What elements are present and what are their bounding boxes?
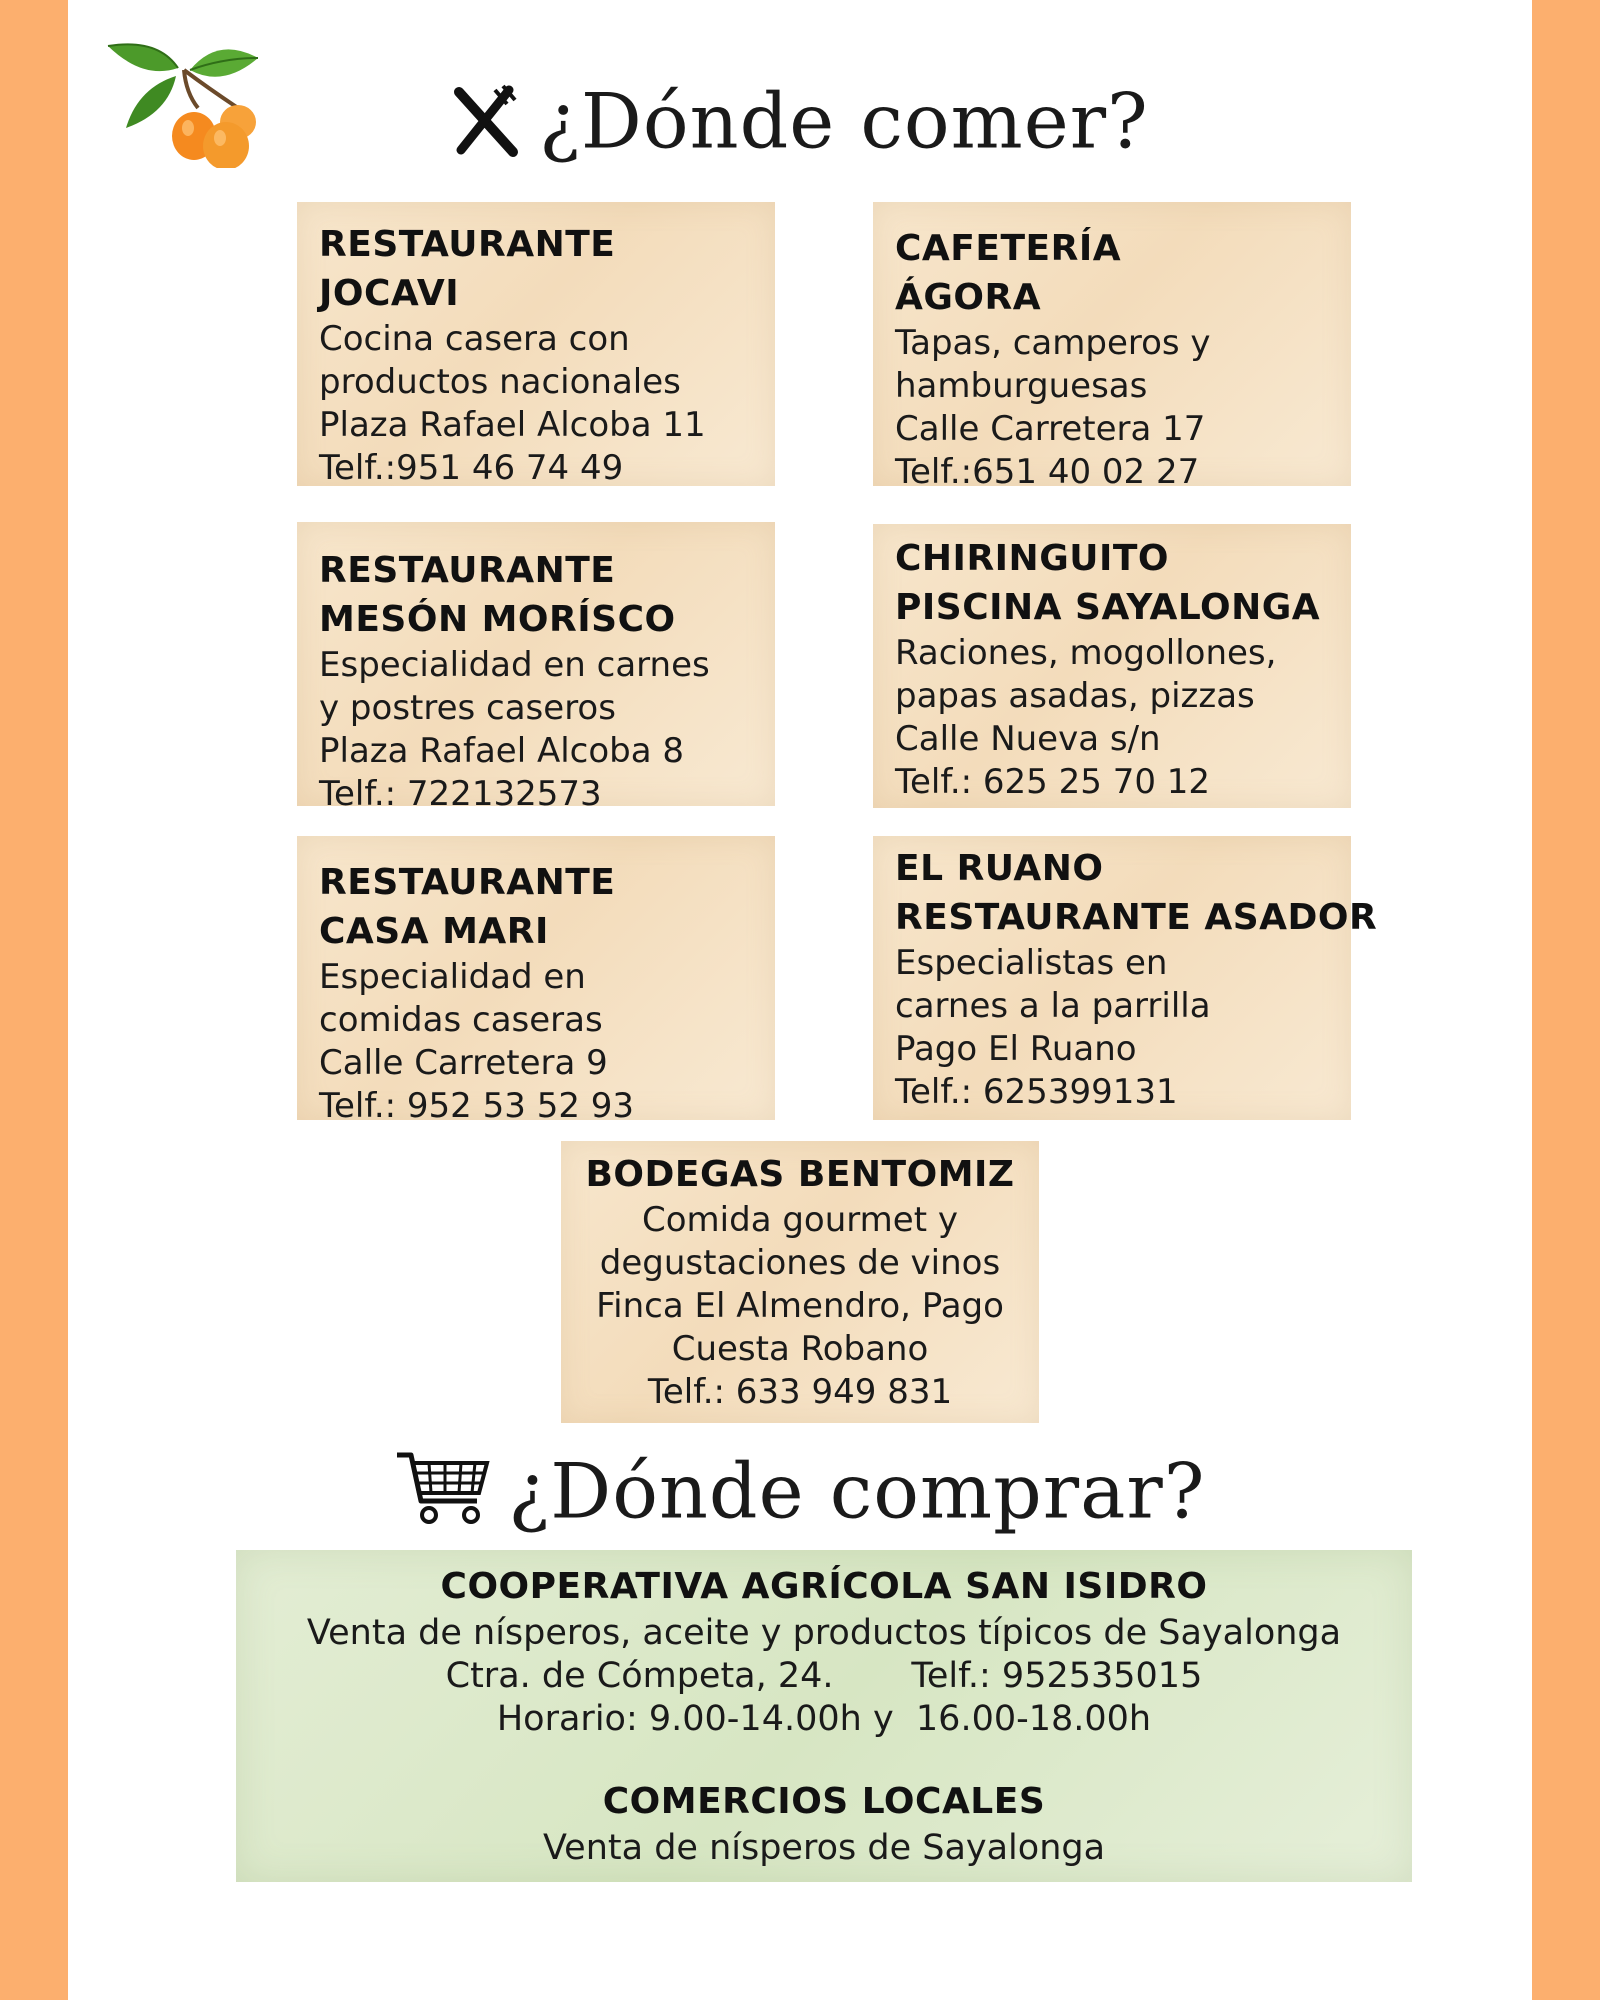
restaurant-description: Tapas, camperos y: [895, 323, 1211, 363]
restaurant-card-meson-morisco: [297, 522, 775, 806]
restaurant-phone: Telf.: 952 53 52 93: [319, 1086, 635, 1120]
restaurant-name: PISCINA SAYALONGA: [895, 587, 1321, 628]
restaurant-name: RESTAURANTE: [319, 550, 616, 591]
shopping-cart-icon: [395, 1449, 491, 1533]
restaurant-description: productos nacionales: [319, 362, 681, 402]
restaurant-address: Pago El Ruano: [895, 1029, 1137, 1069]
restaurant-name: JOCAVI: [319, 273, 460, 314]
shop-address-phone: Ctra. de Cómpeta, 24. Telf.: 952535015: [445, 1656, 1203, 1696]
restaurant-phone: Telf.:651 40 02 27: [895, 452, 1200, 486]
restaurant-name: ÁGORA: [895, 277, 1042, 318]
restaurant-description: Especialidad en: [319, 957, 586, 997]
restaurant-card-jocavi: [297, 202, 775, 486]
restaurant-name: BODEGAS BENTOMIZ: [585, 1154, 1015, 1195]
restaurant-address: Cuesta Robano: [671, 1329, 929, 1369]
restaurant-description: Comida gourmet y: [642, 1200, 958, 1240]
buy-heading: [68, 1440, 1532, 1536]
restaurant-address: Calle Nueva s/n: [895, 719, 1161, 759]
restaurant-phone: Telf.: 722132573: [319, 774, 602, 806]
restaurant-card-casa-mari: [297, 836, 775, 1120]
restaurant-address: Plaza Rafael Alcoba 8: [319, 731, 685, 771]
restaurant-name: CHIRINGUITO: [895, 538, 1170, 579]
restaurant-address: Plaza Rafael Alcoba 11: [319, 405, 706, 445]
restaurant-name: MESÓN MORÍSCO: [319, 599, 676, 640]
restaurant-phone: Telf.:951 46 74 49: [319, 448, 624, 486]
restaurant-address: Calle Carretera 9: [319, 1043, 608, 1083]
restaurant-phone: Telf.: 625 25 70 12: [895, 762, 1211, 802]
fork-knife-icon: [451, 84, 521, 158]
shop-name: COMERCIOS LOCALES: [602, 1781, 1046, 1822]
restaurant-card-agora: [873, 202, 1351, 486]
buy-heading-text: ¿Dónde comprar?: [508, 1446, 1206, 1536]
restaurant-description: Especialidad en carnes: [319, 645, 710, 685]
restaurant-description: hamburguesas: [895, 366, 1148, 406]
restaurant-phone: Telf.: 625399131: [895, 1072, 1178, 1112]
restaurant-description: y postres caseros: [319, 688, 616, 728]
shop-hours: Horario: 9.00-14.00h y 16.00-18.00h: [496, 1699, 1152, 1739]
poster: [68, 0, 1532, 2000]
restaurant-name: EL RUANO: [895, 848, 1104, 889]
restaurant-card-chiringuito: [873, 524, 1351, 808]
eat-heading: [68, 70, 1532, 166]
restaurant-description: Raciones, mogollones,: [895, 633, 1277, 673]
restaurant-description: degustaciones de vinos: [599, 1243, 1001, 1283]
eat-heading-text: ¿Dónde comer?: [539, 76, 1149, 166]
shop-name: COOPERATIVA AGRÍCOLA SAN ISIDRO: [440, 1566, 1208, 1607]
restaurant-name: CASA MARI: [319, 911, 549, 952]
restaurant-description: carnes a la parrilla: [895, 986, 1211, 1026]
restaurant-card-el-ruano: [873, 836, 1378, 1120]
restaurant-description: Especialistas en: [895, 943, 1168, 983]
restaurant-name: RESTAURANTE: [319, 224, 616, 265]
shop-description: Venta de nísperos de Sayalonga: [542, 1828, 1106, 1868]
restaurant-card-bodegas-bentomiz: [561, 1141, 1039, 1423]
restaurant-description: papas asadas, pizzas: [895, 676, 1255, 716]
shops-card: [236, 1550, 1412, 1882]
restaurant-name: RESTAURANTE ASADOR: [895, 897, 1378, 938]
restaurant-phone: Telf.: 633 949 831: [647, 1372, 953, 1412]
restaurant-address: Finca El Almendro, Pago: [596, 1286, 1004, 1326]
restaurant-address: Calle Carretera 17: [895, 409, 1206, 449]
restaurant-name: CAFETERÍA: [895, 228, 1122, 269]
restaurant-name: RESTAURANTE: [319, 862, 616, 903]
shop-description: Venta de nísperos, aceite y productos típicos de Sayalonga: [306, 1613, 1342, 1653]
restaurant-description: comidas caseras: [319, 1000, 603, 1040]
restaurant-description: Cocina casera con: [319, 319, 630, 359]
